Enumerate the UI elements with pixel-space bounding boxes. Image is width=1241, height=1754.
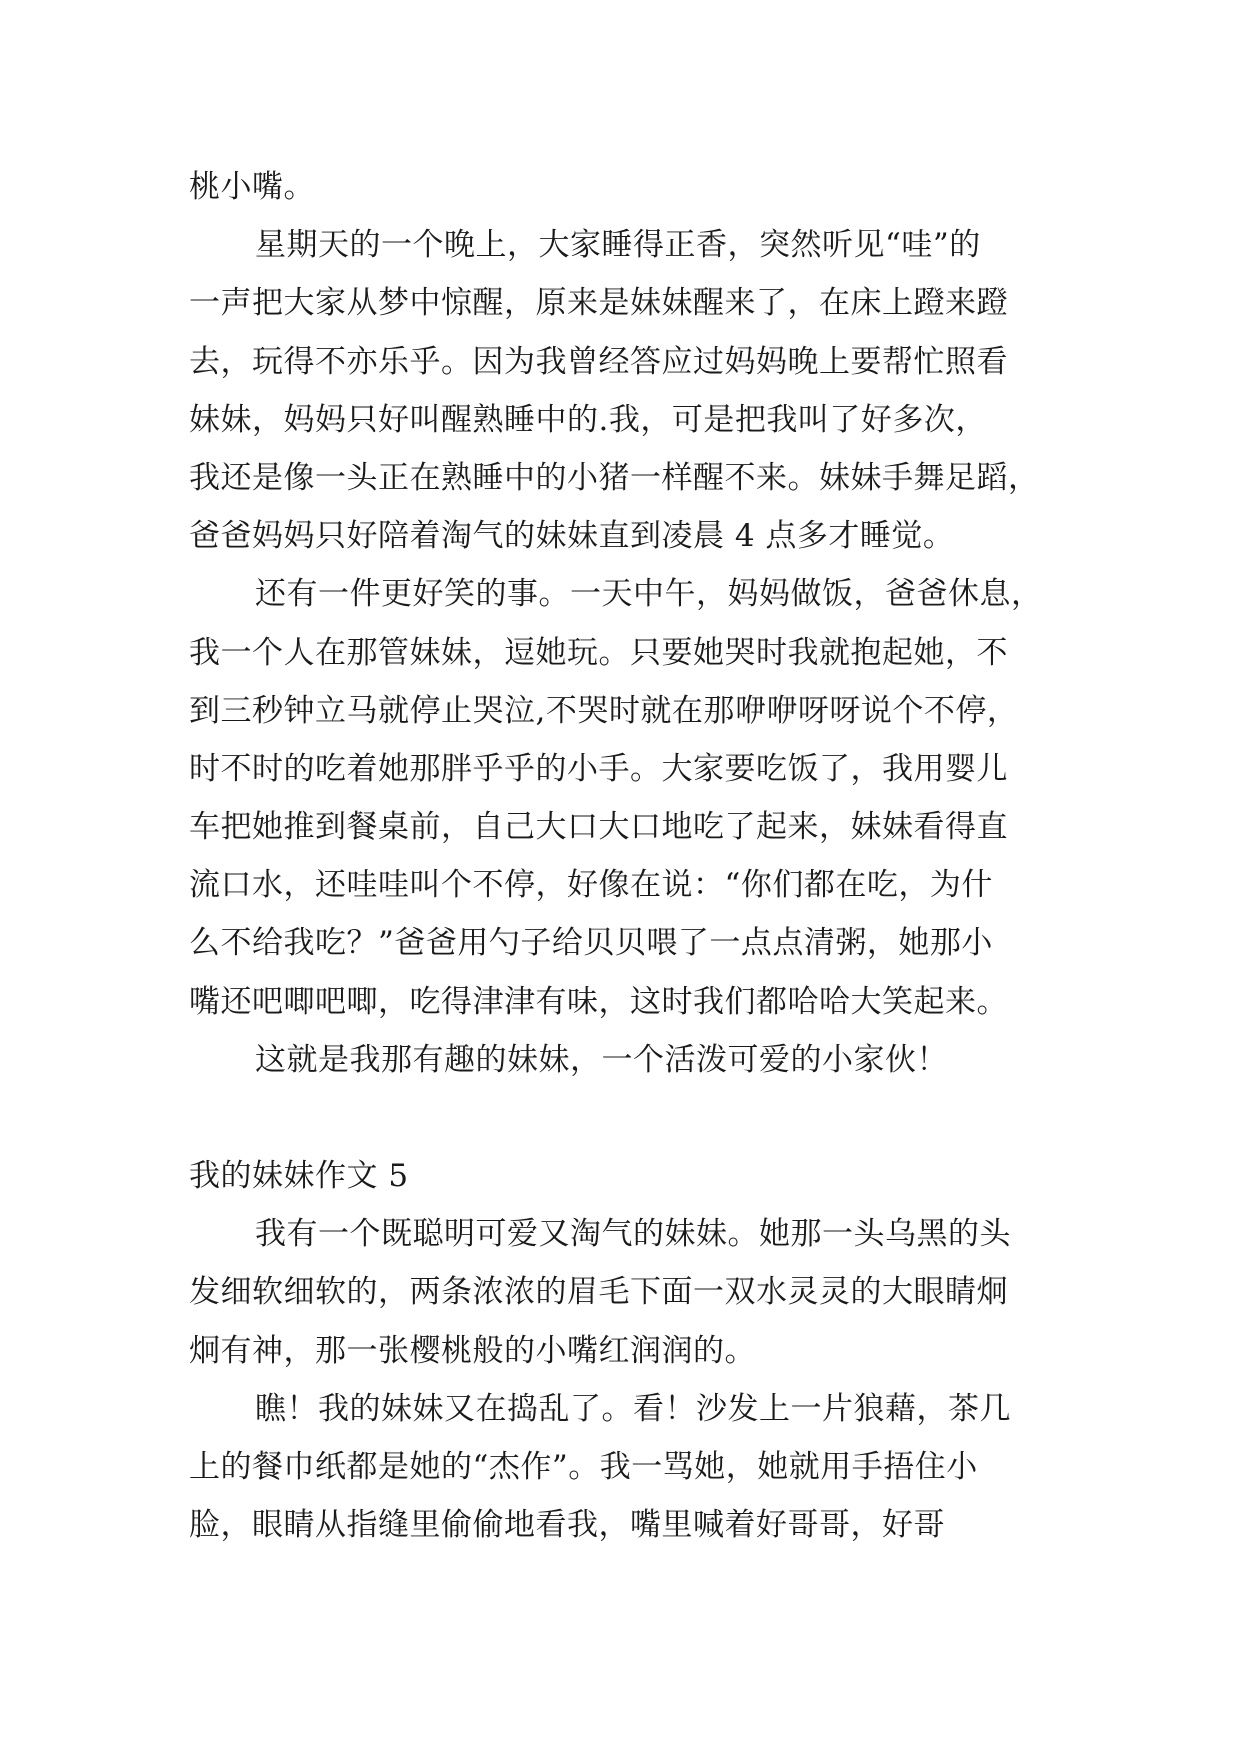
text-line: 桃小嘴。: [189, 169, 315, 205]
text-line: 发细软细软的，两条浓浓的眉毛下面一双水灵灵的大眼睛炯: [189, 1274, 1008, 1311]
document-body: [189, 158, 1069, 1554]
section-heading: 我的妹妹作文 5: [189, 1158, 409, 1194]
paragraph-start: 还有一件更好笑的事。一天中午，妈妈做饭，爸爸休息，: [255, 576, 1043, 613]
text-line: 去，玩得不亦乐乎。因为我曾经答应过妈妈晚上要帮忙照看: [189, 343, 1008, 380]
paragraph-start: 星期天的一个晚上，大家睡得正香，突然听见“哇”的: [255, 227, 981, 264]
text-line: 我一个人在那管妹妹，逗她玩。只要她哭时我就抱起她，不: [189, 634, 1008, 671]
text-line: 时不时的吃着她那胖乎乎的小手。大家要吃饭了，我用婴儿: [189, 750, 1008, 787]
text-line: 流口水，还哇哇叫个不停，好像在说：“你们都在吃，为什: [189, 867, 993, 904]
text-line: 炯有神，那一张樱桃般的小嘴红润润的。: [189, 1332, 756, 1369]
paragraph-start: 我有一个既聪明可爱又淘气的妹妹。她那一头乌黑的头: [255, 1216, 1011, 1253]
paragraph-start: 瞧！我的妹妹又在捣乱了。看！沙发上一片狼藉，茶几: [255, 1390, 1011, 1427]
text-line: 脸，眼睛从指缝里偷偷地看我，嘴里喊着好哥哥，好哥: [189, 1507, 945, 1544]
text-line: 车把她推到餐桌前，自己大口大口地吃了起来，妹妹看得直: [189, 809, 1008, 846]
text-line: 上的餐巾纸都是她的“杰作”。我一骂她，她就用手捂住小: [189, 1448, 978, 1485]
text-line: 爸爸妈妈只好陪着淘气的妹妹直到凌晨 4 点多才睡觉。: [189, 518, 955, 555]
text-line: 妹妹，妈妈只好叫醒熟睡中的.我，可是把我叫了好多次，: [189, 401, 987, 438]
text-line: 我还是像一头正在熟睡中的小猪一样醒不来。妹妹手舞足蹈，: [189, 459, 1040, 496]
text-line: 嘴还吧唧吧唧，吃得津津有味，这时我们都哈哈大笑起来。: [189, 983, 1008, 1020]
text-line: 到三秒钟立马就停止哭泣,不哭时就在那咿咿呀呀说个不停，: [189, 692, 1019, 729]
text-line: 么不给我吃？”爸爸用勺子给贝贝喂了一点点清粥，她那小: [189, 925, 993, 962]
paragraph-start: 这就是我那有趣的妹妹，一个活泼可爱的小家伙！: [255, 1041, 948, 1078]
text-line: 一声把大家从梦中惊醒，原来是妹妹醒来了，在床上蹬来蹬: [189, 285, 1008, 322]
